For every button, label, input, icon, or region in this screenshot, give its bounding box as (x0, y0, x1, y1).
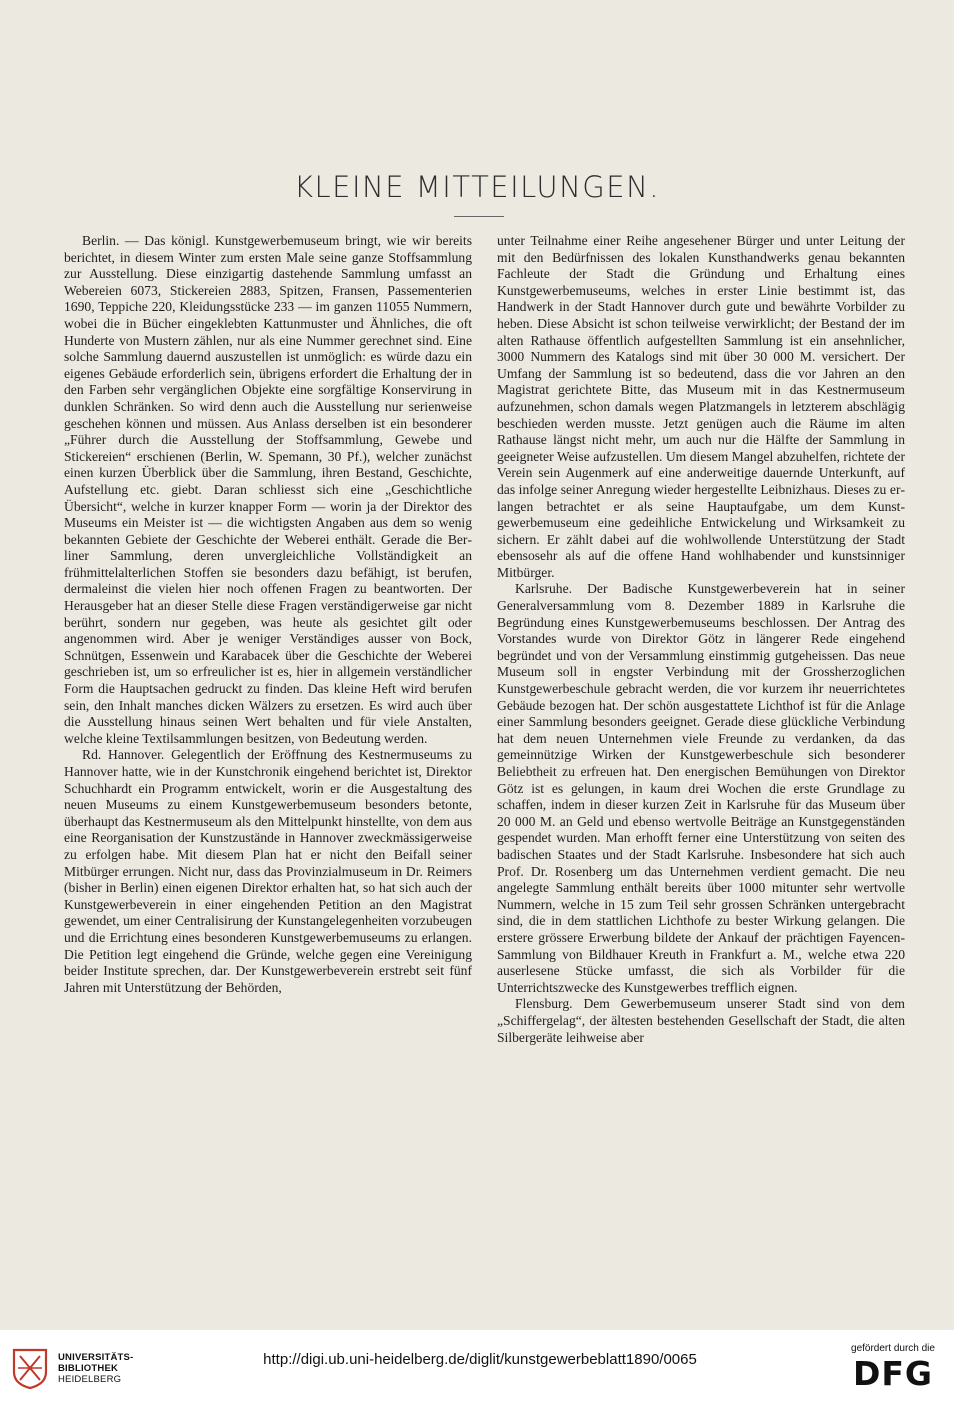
paragraph-hannover: Rd. Hannover. Gelegentlich der Eröffnung des Kestnermuseums zu Hannover hatte, wie in der Kunstchronik eingehend berichtet ist, Direktor Schuchhardt ein Programm entwickelt, worin er die Ausgestaltung des neuen Museums zu einem Kunstgewerbemuseum besonders betonte, überhaupt das Kestnermuseum als den Mittelpunkt hinstellte, von dem aus eine Reorganisation der Kunstzustände in Hannover zweckmässigerweise zu erfolgen habe. Mit diesem Plan hat er nicht den Beifall seiner Mitbürger errungen. Nicht nur, dass das Provinzialmuseum in Dr. Reimers (bisher in Berlin) einen eigenen Direktor erhalten hat, so hat sich auch der Kunstgewerbeverein in einer eingehenden Petition an den Magistrat gewendet, um einer Centralisirung der Kunstangelegenheiten vorzubeugen und die Errichtung eines besonderen Kunstgewerbemuseums zu erlangen. Die Petition legt eingehend die Gründe, welche gegen eine Vereinigung beider Institute sprechen, dar. Der Kunstgewerbeverein erstrebt seit fünf Jahren mit Unterstützung der Behörden, (64, 747, 472, 995)
library-name (58, 1352, 133, 1385)
library-line-1: UNIVERSITÄTS- (58, 1351, 134, 1363)
sponsor-block[interactable] (838, 1343, 948, 1392)
left-column (64, 233, 472, 996)
university-seal-icon (10, 1346, 50, 1390)
paragraph-flensburg: Flensburg. Dem Gewerbemuseum unserer Stadt sind von dem „Schiffergelag“, der ältesten bestehenden Gesellschaft der Stadt, die alten Silbergeräte leihweise aber (497, 996, 905, 1045)
library-logo[interactable] (10, 1340, 134, 1396)
paragraph-berlin: Berlin. — Das königl. Kunstgewerbemuseum bringt, wie wir bereits berichtet, in diesem Winter zum ersten Male seine ganze Stoffsammlung zur Ausstellung. Diese einzigartig dastehende Sammlung umfasst an Webereien 6073, Stickereien 2883, Spitzen, Fransen, Passementerien 1690, Teppiche 220, Kleidungsstücke 233 — im ganzen 11055 Nummern, wobei die in Bücher eingeklebten Kattunmuster und Ähnliches, die oft Hunderte von Mustern zählen, nur als eine Nummer gerechnet sind. Eine solche Sammlung dauernd auszustellen ist unmöglich: es würde dazu ein eigenes Gebäude erforderlich sein, übrigens erfordert die Erhaltung der in den Farben sehr vergänglichen Objekte eine sorgfältige Konservirung in dunklen Schränken. So wird denn auch die Ausstellung nur serienweise geschehen können und müssen. Aus Anlass derselben ist ein besonderer „Führer durch die Ausstellung der Stoffsammlung, Gewebe und Stickereien“ erschienen (Berlin, W. Spemann, 30 Pf.), welcher zunächst einen kurzen Überblick über die Sammlung, ihren Bestand, Geschichte, Aufstellung etc. giebt. Daran schliesst sich eine „Geschichtliche Übersicht“, welche in kurzer knapper Form — worin ja der Direktor des Museums ein Meister ist — die wichtigsten Angaben aus dem so wenig bekannten Gebiete der Geschichte der Weberei enthält. Gerade die Berliner Sammlung, deren unvergleichliche Vollständigkeit an frühmittelalterlichen Stoffen sie besonders dazu befähigt, ist berufen, dermaleinst die vielen hier noch offenen Fragen zu beantworten. Der Herausgeber hat an dieser Stelle diese Fragen verständigerweise gar nicht berührt, sondern nur gegeben, was heute als gesichtet gilt oder angenommen wird. Aber je weniger Verständiges ausser von Bock, Schnütgen, Essenwein und Karabacek über die Geschichte der Weberei geschrieben ist, um so erfreulicher ist es, hier in allgemein verständlicher Form die Hauptsachen gedruckt zu finden. Das kleine Heft wird berufen sein, den Inhalt manches dicken Wälzers zu ersetzen. Es wird auch über die Ausstellung hinaus seinen Wert behalten und für viele Anstalten, welche kleine Textilsammlungen besitzen, von Bedeutung werden. (64, 233, 472, 746)
title-rule (454, 216, 504, 217)
dfg-logo: DFG (852, 1354, 934, 1393)
page-title: KLEINE MITTEILUNGEN. (294, 170, 660, 204)
paragraph-karlsruhe: Karlsruhe. Der Badische Kunstgewerbeverein hat in seiner Generalversammlung vom 8. Dezember 1889 in Karlsruhe die Begründung eines Kunstgewerbemuseums beschlossen. Der Antrag des Vorstandes wurde von Direktor Götz in längerer Rede eingehend begründet und von der Versammlung einstimmig gutgeheissen. Das neue Museum soll in engster Verbindung mit der Grossherzoglichen Kunstgewerbeschule gebracht werden, die vor kurzem ihr neuerrichtetes Gebäude bezogen hat. Der schön ausgestattete Lichthof ist für die Anlage einer Sammlung besonders geeignet. Gerade diese glückliche Verbindung hat dem neuen Unternehmen viele Freunde zu verdanken, da das gemeinnützige Wirken der Kunstgewerbeschule sich besonderer Beliebtheit zu erfreuen hat. Den energischen Bemühungen von Direktor Götz ist es gelungen, in kaum drei Wochen die erste Grundlage zu schaffen, indem in dieser kurzen Zeit in Karlsruhe für das Museum über 20 000 M. an Geld und ebenso wertvolle Beiträge an Kunstgegenständen gespendet wurden. Man erhofft ferner eine Unterstützung von seiten des badischen Staates und der Stadt Karlsruhe. Insbesondere hat sich auch Prof. Dr. Rosenberg um das Unternehmen verdient gemacht. Die neu angelegte Sammlung enthält bereits über 1000 mitunter sehr wertvolle Nummern, welche in 15 zum Teil sehr grossen Schränken untergebracht sind, die in dem stattlichen Lichthofe zu bester Wirkung gelangen. Die erstere grössere Erwerbung bildete der Ankauf der prächtigen Fayencen-Sammlung von Bildhauer Kreuth in Frankfurt a. M., welche etwa 220 auserlesene Stücke umfasst, die sich als Vorbilder für die Unterrichtszwecke des Kunstgewerbes trefflich eignen. (497, 581, 905, 995)
paragraph-hannover-continued: unter Teilnahme einer Reihe angesehener Bürger und unter Leitung der mit den Bedürfnissen des lokalen Kunsthandwerks genau bekannten Fachleute der Stadt die Gründung und Erhaltung eines Kunstgewerbemuseums, welches in erster Linie bestimmt ist, das Handwerk in der Stadt Hannover durch gute und bewährte Vorbilder zu heben. Diese Absicht ist schon teilweise verwirklicht; der Bestand der im alten Rathause öffentlich aufgestellten Sammlung ist ein ansehnlicher, 3000 Nummern des Katalogs sind mit über 30 000 M. versichert. Der Umfang der Sammlung ist so bedeutend, dass die vor Jahren an den Magistrat gerichtete Bitte, das Museum mit in das Kestnermuseum aufzunehmen, schon damals wegen Platzmangels in letzterem abschlägig beschieden werden musste. Jetzt genügen auch die Räume im alten Rathause längst nicht mehr, um auch nur die Hälfte der Sammlung in geeigneter Weise aufzustellen. Um diesem Mangel abzuhelfen, richtete der Verein sein Augenmerk auf eine anderweitige dauernde Unterkunft, auf das infolge seiner Anregung wieder hergestellte Leibnizhaus. Dieses zu erlangen betrachtet er als seine Hauptaufgabe, um dem Kunstgewerbemuseum eine gedeihliche Entwickelung und Wirksamkeit zu sichern. Er zählt dabei auf die wohlwollende Unterstützung der Stadt ebensosehr als auf die offene Hand wohlhabender und kunstsinniger Mitbürger. (497, 233, 905, 580)
right-column (497, 233, 905, 1046)
sponsor-caption: gefördert durch die (851, 1343, 935, 1354)
source-url-link[interactable]: http://digi.ub.uni-heidelberg.de/diglit/kunstgewerbeblatt1890/0065 (263, 1351, 697, 1368)
library-line-3: HEIDELBERG (58, 1373, 122, 1385)
library-line-2: BIBLIOTHEK (58, 1362, 119, 1374)
